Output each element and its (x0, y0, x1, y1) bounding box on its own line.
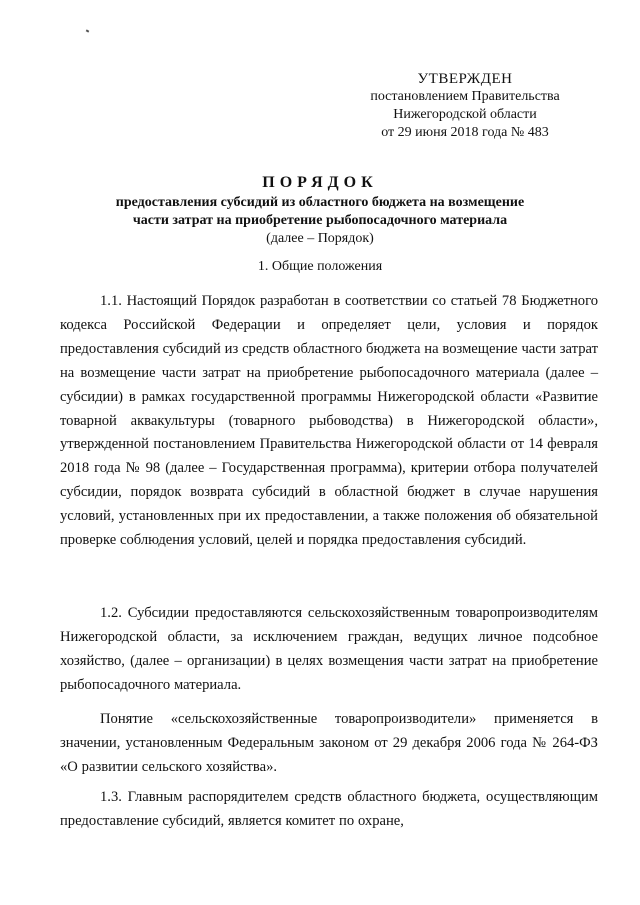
paragraph: 1.2. Субсидии предоставляются сельскохозяйственным товаропроизводителям Нижегородской области, за исключением граждан, ведущих личное подсобное хозяйство, (далее – организации) в целях возмещения части затрат на приобретение рыбопосадочного материала. (60, 605, 598, 693)
approval-line: Нижегородской области (393, 107, 537, 122)
document-title-note: (далее – Порядок) (266, 231, 374, 246)
paragraph: Понятие «сельскохозяйственные товаропроизводители» применяется в значении, установленным Федеральным законом от 29 декабря 2006 года № 264-ФЗ «О развитии сельского хозяйства». (60, 711, 598, 775)
section-heading: 1. Общие положения (257, 259, 383, 274)
approval-heading: УТВЕРЖДЕН (417, 71, 513, 87)
document-title: ПОРЯДОК (262, 174, 378, 191)
approval-stamp (360, 70, 570, 142)
paragraph: 1.3. Главным распорядителем средств областного бюджета, осуществляющим предоставление субсидий, является комитет по охране, (60, 789, 598, 829)
document-subtitle-line: предоставления субсидий из областного бюджета на возмещение (115, 195, 525, 210)
scan-speck (86, 29, 90, 32)
document-title-block (80, 172, 560, 248)
approval-line: от 29 июня 2018 года № 483 (381, 125, 549, 140)
document-subtitle-line: части затрат на приобретение рыбопосадочного материала (132, 213, 508, 228)
approval-line: постановлением Правительства (370, 89, 560, 104)
paragraph: 1.1. Настоящий Порядок разработан в соответствии со статьей 78 Бюджетного кодекса Российской Федерации и определяет цели, условия и порядок предоставления субсидий из средств областного бюджета на возмещение части затрат на возмещение части затрат на приобретение рыбопосадочного материала (далее – субсидии) в рамках государственной программы Нижегородской области «Развитие товарной аквакультуры (товарного рыбоводства) в Нижегородской области», утвержденной постановлением Правительства Нижегородской области от 14 февраля 2018 года № 98 (далее – Государственная программа), критерии отбора получателей субсидии, порядок возврата субсидий в областной бюджет в случае нарушения условий, установленных при их предоставлении, а также положения об обязательной проверке соблюдения условий, целей и порядка предоставления субсидий. (60, 293, 598, 549)
